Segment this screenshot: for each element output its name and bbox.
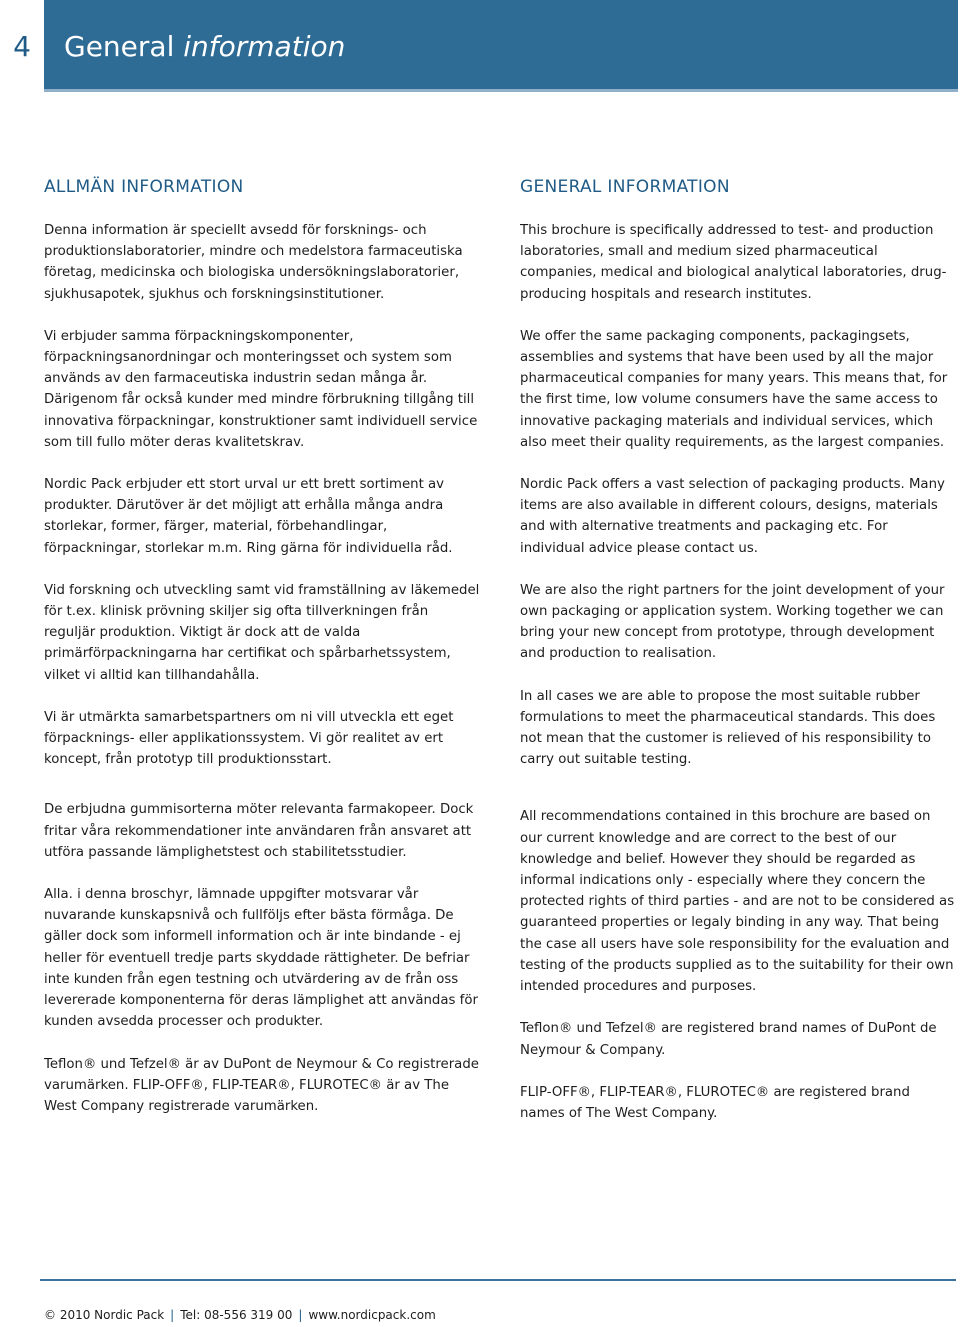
left-paragraph-1: Denna information är speciellt avsedd för forsknings- och produktionslaboratorier, mindre och medelstora farmaceutiska företag, medicinska och biologiska undersökningslaboratorier, sjukhusapotek, sjukhus och forskningsinstitutioner. — [44, 223, 463, 302]
right-paragraph-1: This brochure is specifically addressed to test- and production laboratories, small and medium sized pharmaceutical companies, medical and biological analytical laboratories, drug-producing hospitals and research institutes. — [520, 223, 947, 302]
footer-divider — [40, 1279, 956, 1281]
right-paragraph-8: FLIP-OFF®, FLIP-TEAR®, FLUROTEC® are registered brand names of The West Company. — [520, 1084, 910, 1121]
left-paragraph-7: Alla. i denna broschyr, lämnade uppgifter motsvarar vår nuvarande kunskapsnivå och fullföljs efter bästa förmåga. De gäller dock som informell information och är inte bindande - ej heller för eventuell tredje parts skyddade rättigheter. De befriar inte kunden från egen testning och utvärdering av de från oss levererade komponenterna för deras lämplighet att användas för kunden avsedda processer och produkter. — [44, 887, 478, 1030]
left-paragraph-4: Vid forskning och utveckling samt vid framställning av läkemedel för t.ex. klinisk prövning skiljer sig ofta tillverkningen från reguljär produktion. Viktigt är dock att de valda primärförpackningarna har certifikat och spårbarhetssystem, vilket vi alltid kan tillhandahålla. — [44, 582, 480, 683]
footer-separator: | — [298, 1308, 303, 1322]
left-paragraph-3: Nordic Pack erbjuder ett stort urval ur ett brett sortiment av produkter. Därutöver är det möjligt att erhålla många andra storlekar, former, färger, material, förbehandlingar, förpackningar, storlekar m.m. Ring gärna för individuella råd. — [44, 477, 453, 556]
page-title-part2: information — [183, 30, 346, 63]
header-bar — [44, 0, 958, 92]
page-number: 4 — [13, 29, 31, 63]
left-column-heading: ALLMÄN INFORMATION — [44, 177, 244, 197]
left-paragraph-2: Vi erbjuder samma förpackningskomponenter, förpackningsanordningar och monteringsset och system som används av den farmaceutiska industrin sedan många år. Därigenom får också kunder med mindre förbrukning tillgång till innovativa förpackningar, konstruktioner samt individuell service som till fullo möter deras kvalitetskrav. — [44, 328, 478, 450]
footer-separator: | — [170, 1308, 175, 1322]
right-paragraph-2: We offer the same packaging components, packagingsets, assemblies and systems that have been used by all the major pharmaceutical companies for many years. This means that, for the first time, low volume consumers have the same access to innovative packaging materials and individual services, which also meet their quality requirements, as the largest companies. — [520, 328, 948, 450]
right-paragraph-7: Teflon® und Tefzel® are registered brand names of DuPont de Neymour & Company. — [520, 1021, 937, 1058]
page-title — [64, 30, 345, 63]
right-paragraph-3: Nordic Pack offers a vast selection of packaging products. Many items are also available in different colours, designs, materials and with alternative treatments and packaging etc. For individual advice please contact us. — [520, 477, 945, 556]
right-column-english — [520, 176, 956, 1124]
page-title-part1: General — [64, 30, 184, 63]
footer-copyright: © 2010 Nordic Pack — [44, 1308, 165, 1322]
footer — [44, 1308, 436, 1322]
footer-website-link[interactable]: www.nordicpack.com — [308, 1308, 436, 1322]
right-column-heading: GENERAL INFORMATION — [520, 177, 730, 197]
left-column-swedish — [44, 176, 480, 1117]
right-paragraph-5: In all cases we are able to propose the most suitable rubber formulations to meet the pharmaceutical standards. This does not mean that the customer is relieved of his responsibility to carry out suitable testing. — [520, 688, 936, 768]
left-paragraph-8: Teflon® und Tefzel® är av DuPont de Neymour & Co registrerade varumärken. FLIP-OFF®, FLIP-TEAR®, FLUROTEC® är av The West Company registrerade varumärken. — [44, 1056, 479, 1114]
footer-phone: Tel: 08-556 319 00 — [180, 1308, 293, 1322]
left-paragraph-6: De erbjudna gummisorterna möter relevanta farmakopeer. Dock fritar våra rekommendationer inte användaren från ansvaret att utföra passande lämplighetstest och stabilitetsstudier. — [44, 802, 474, 860]
left-paragraph-5: Vi är utmärkta samarbetspartners om ni vill utveckla ett eget förpacknings- eller applikationssystem. Vi gör realitet av ert koncept, från prototyp till produktionsstart. — [44, 709, 454, 768]
right-paragraph-6: All recommendations contained in this brochure are based on our current knowledge and are correct to the best of our knowledge and belief. However they should be regarded as informal indications only - especially where they concern the protected rights of third parties - and are not to be considered as guaranteed properties or legaly binding in any way. That being the case all users have sole responsibility for the evaluation and testing of the products supplied as to the suitability for their own intended procedures and purposes. — [520, 809, 955, 995]
right-paragraph-4: We are also the right partners for the joint development of your own packaging or application system. Working together we can bring your new concept from prototype, through development and production to realisation. — [520, 582, 945, 662]
